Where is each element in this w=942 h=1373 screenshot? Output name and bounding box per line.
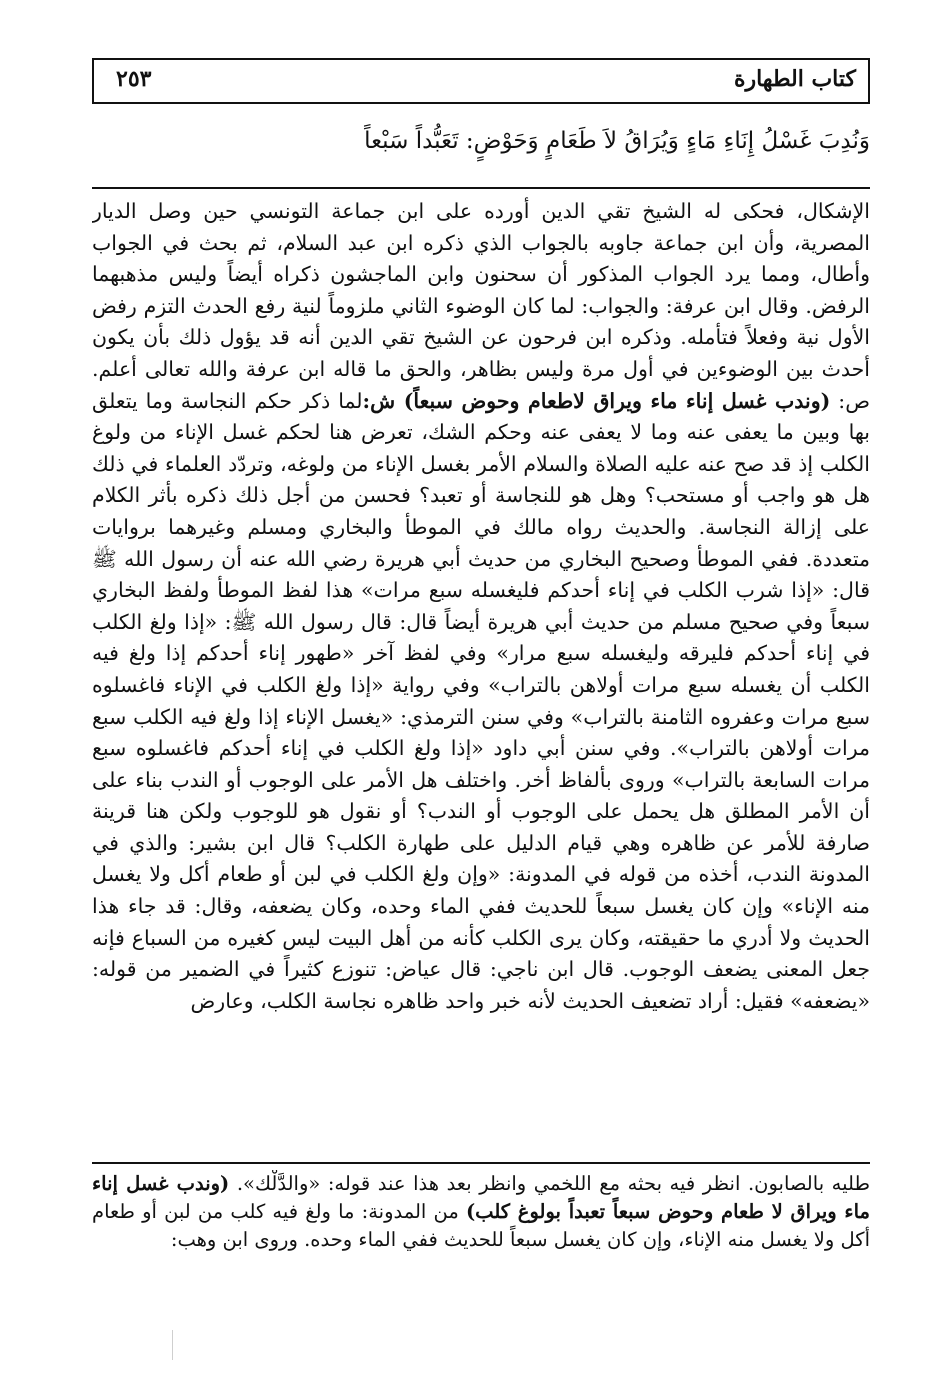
commentary-paragraph-2: لما ذكر حكم النجاسة وما يتعلق بها وبين ما يعفى عنه وما لا يعفى عنه وحكم الشك، تعرض هنا لحكم غسل الإناء من ولوغ الكلب إذ قد صح عنه عليه الصلاة والسلام الأمر بغسل الإناء من ولوغه، وتردّد العلماء في ذلك هل هو واجب أو مستحب؟ وهل هو للنجاسة أو تعبد؟ فحسن من أجل ذلك ذكره بأثر الكلام على إزالة النجاسة. والحديث رواه مالك في الموطأ والبخاري ومسلم وغيرهما بروايات متعددة. ففي الموطأ وصحيح البخاري من حديث أبي هريرة رضي الله عنه أن رسول الله ﷺ قال: «إذا شرب الكلب في إناء أحدكم فليغسله سبع مرات» هذا لفظ الموطأ ولفظ البخاري سبعاً وفي صحيح مسلم من حديث أبي هريرة أيضاً قال: قال رسول الله ﷺ: «إذا ولغ الكلب في إناء أحدكم فليرقه وليغسله سبع مرار» وفي لفظ آخر «طهور إناء أحدكم إذا ولغ فيه الكلب أن يغسله سبع مرات أولاهن بالتراب» وفي رواية «إذا ولغ الكلب في الإناء فاغسلوه سبع مرات وعفروه الثامنة بالتراب» وفي سنن الترمذي: «يغسل الإناء إذا ولغ فيه الكلب سبع مرات أولاهن بالتراب». وفي سنن أبي داود «إذا ولغ الكلب في إناء أحدكم فاغسلوه سبع مرات السابعة بالتراب» وروى بألفاظ أخر. واختلف هل الأمر على الوجوب أو الندب بناء على أن الأمر المطلق هل يحمل على الوجوب أو الندب؟ أو نقول هو للوجوب ولكن هنا قرينة صارفة للأمر عن ظاهره وهي قيام الدليل على طهارة الكلب؟ قال ابن بشير: والذي في المدونة الندب، أخذه من قوله في المدونة: «وإن ولغ الكلب في لبن أو طعام أكل ولا يغسل منه الإناء» وإن كان يغسل سبعاً للحديث ففي الماء وحده، وكان يضعفه، وقال: قد جاء هذا الحديث ولا أدري ما حقيقته، وكان يرى الكلب كأنه من أهل البيت ليس كغيره من السباع فإنه جعل المعنى يضعف الوجوب. قال ابن ناجي: قال عياض: تنوزع كثيراً في الضمير من قوله: «يضعفه» فقيل: أراد تضعيف الحديث لأنه خبر واحد ظاهره نجاسة الكلب، وعارض [92,388,870,1013]
footnote-bold-quote: (وندب غسل إناء ماء ويراق لا طعام وحوض سبعاً تعبداً بولوغ كلب) [92,1172,870,1223]
scan-artifact [172,1330,173,1360]
book-title: كتاب الطهارة [733,66,856,92]
footnote-part-1: طليه بالصابون. انظر فيه بحثه مع اللخمي وانظر بعد هذا عند قوله: «والدَّلْك». [229,1172,870,1195]
matn-quote-bold: (وندب غسل إناء ماء ويراق لاطعام وحوض سبعاً) [403,388,831,413]
divider-line [92,187,870,189]
page-number: ٢٥٣ [116,66,152,92]
footnote-part-2: من المدونة: ما ولغ فيه كلب من لبن أو طعام أكل ولا يغسل منه الإناء، وإن كان يغسل سبعاً للحديث ففي الماء وحده. وروى ابن وهب: [92,1200,870,1251]
page-header [92,58,870,104]
commentary-paragraph-1: الإشكال، فحكى له الشيخ تقي الدين أورده على ابن جماعة التونسي حين وصل الديار المصرية، وأن ابن جماعة جاوبه بالجواب الذي ذكره ابن عبد السلام، ثم بحث في الجواب وأطال، ومما يرد الجواب المذكور أن سحنون وابن الماجشون ذكراه أيضاً وليس مذهبهما الرفض. وقال ابن عرفة: والجواب: لما كان الوضوء الثاني ملزوماً لنية رفع الحدث التزم رفض الأول نية وفعلاً فتأمله. وذكره ابن فرحون عن الشيخ تقي الدين أنه قد يؤول ذلك بأن يكون أحدث بين الوضوءين في أول مرة وليس بظاهر، والحق ما قاله ابن عرفة والله تعالى أعلم. ص: [92,199,870,413]
footnote-text [92,1170,870,1290]
footnote-divider [92,1162,870,1164]
sharh-marker: ش: [362,388,404,413]
matn-text: وَنُدِبَ غَسْلُ إِنَاءِ مَاءٍ وَيُرَاقُ لاَ طَعَامٍ وَحَوْضٍ: تَعَبُّداً سَبْعاً [364,128,870,154]
commentary-text [92,196,870,1152]
